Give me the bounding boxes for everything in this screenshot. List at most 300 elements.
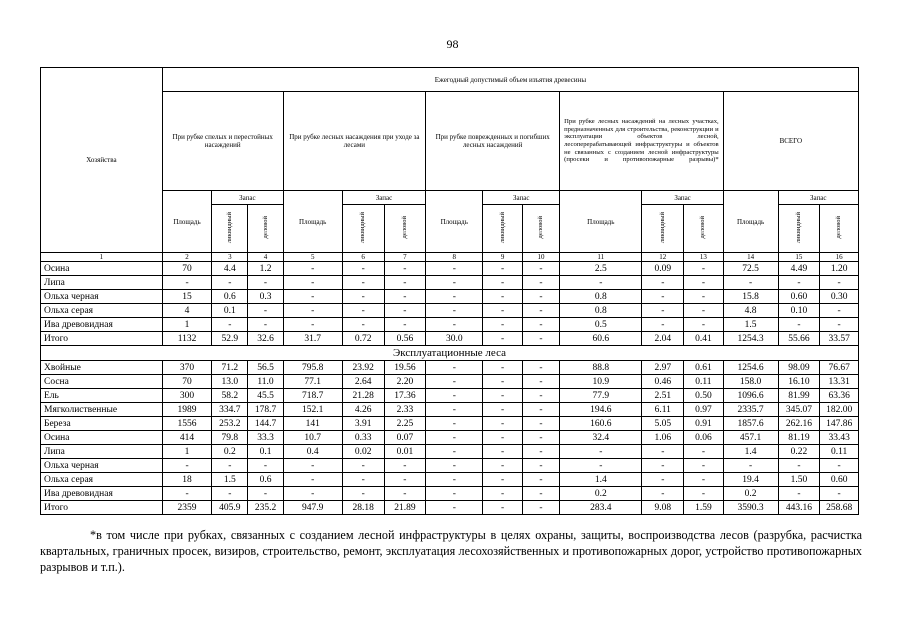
row-name-cell: Ольха серая (41, 304, 163, 318)
value-cell: 2.25 (384, 417, 426, 431)
column-number-cell: 10 (522, 253, 559, 262)
value-cell: 0.8 (560, 304, 642, 318)
value-cell: 2.20 (384, 375, 426, 389)
value-cell: - (522, 276, 559, 290)
header-group-infrastructure: При рубке лесных насаждений на лесных участках, предназначенных для строительства, реконструкции и эксплуатации объектов лесной, лесоперерабатывающей инфраструктуры и объектов не связанных с созданием лесной инфраструктуры (просеки и противопожарные разрывы)* (560, 92, 724, 191)
row-name-cell: Хвойные (41, 361, 163, 375)
value-cell: - (283, 262, 342, 276)
value-cell: - (426, 276, 483, 290)
value-cell: 70 (162, 375, 211, 389)
table-row (41, 459, 859, 473)
value-cell: 10.9 (560, 375, 642, 389)
row-name-cell: Осина (41, 262, 163, 276)
row-name-cell: Сосна (41, 375, 163, 389)
row-name-cell: Итого (41, 332, 163, 346)
value-cell: 0.2 (560, 487, 642, 501)
value-cell: - (483, 262, 523, 276)
value-cell: 18 (162, 473, 211, 487)
header-business: деловой (684, 205, 724, 253)
value-cell: 21.89 (384, 501, 426, 515)
row-name-cell: Береза (41, 417, 163, 431)
value-cell: 10.7 (283, 431, 342, 445)
value-cell: - (342, 304, 384, 318)
value-cell: 0.50 (684, 389, 724, 403)
table-body (41, 253, 859, 515)
value-cell: 81.99 (778, 389, 820, 403)
value-cell: 32.4 (560, 431, 642, 445)
column-number-cell: 4 (248, 253, 283, 262)
value-cell: 6.11 (642, 403, 684, 417)
value-cell: 283.4 (560, 501, 642, 515)
value-cell: 0.46 (642, 375, 684, 389)
table-row (41, 318, 859, 332)
value-cell: 1254.3 (723, 332, 778, 346)
value-cell: 405.9 (212, 501, 248, 515)
value-cell: 30.0 (426, 332, 483, 346)
value-cell: - (778, 459, 820, 473)
value-cell: - (684, 262, 724, 276)
value-cell: 253.2 (212, 417, 248, 431)
value-cell: 2.33 (384, 403, 426, 417)
value-cell: - (483, 290, 523, 304)
value-cell: 0.11 (684, 375, 724, 389)
value-cell: 60.6 (560, 332, 642, 346)
header-business: деловой (522, 205, 559, 253)
value-cell: 0.07 (384, 431, 426, 445)
column-number-cell: 14 (723, 253, 778, 262)
value-cell: 1.2 (248, 262, 283, 276)
header-area: Площадь (723, 191, 778, 253)
value-cell: - (483, 445, 523, 459)
value-cell: - (248, 304, 283, 318)
value-cell: - (522, 501, 559, 515)
table-row (41, 389, 859, 403)
value-cell: 31.7 (283, 332, 342, 346)
value-cell: 345.07 (778, 403, 820, 417)
value-cell: - (522, 318, 559, 332)
value-cell: - (426, 262, 483, 276)
value-cell: 178.7 (248, 403, 283, 417)
value-cell: - (384, 487, 426, 501)
value-cell: 0.5 (560, 318, 642, 332)
column-number-cell: 9 (483, 253, 523, 262)
value-cell: 0.3 (248, 290, 283, 304)
value-cell: 194.6 (560, 403, 642, 417)
value-cell: - (684, 473, 724, 487)
header-annual-volume: Ежегодный допустимый объем изъятия древесины (162, 68, 858, 92)
header-group-mature: При рубке спелых и перестойных насаждений (162, 92, 283, 191)
value-cell: - (642, 445, 684, 459)
value-cell: 45.5 (248, 389, 283, 403)
value-cell: 1.5 (212, 473, 248, 487)
value-cell: 1.59 (684, 501, 724, 515)
header-area: Площадь (283, 191, 342, 253)
table-row (41, 332, 859, 346)
value-cell: - (342, 276, 384, 290)
header-farm: Хозяйства (41, 68, 163, 253)
value-cell: 0.33 (342, 431, 384, 445)
footnote (40, 527, 862, 575)
column-number-row (41, 253, 859, 262)
value-cell: - (723, 276, 778, 290)
value-cell: - (642, 487, 684, 501)
value-cell: 52.9 (212, 332, 248, 346)
header-stock: Запас (342, 191, 425, 205)
value-cell: 81.19 (778, 431, 820, 445)
value-cell: 0.91 (684, 417, 724, 431)
table-row (41, 304, 859, 318)
value-cell: - (483, 276, 523, 290)
value-cell: 147.86 (820, 417, 859, 431)
value-cell: 32.6 (248, 332, 283, 346)
value-cell: - (212, 318, 248, 332)
value-cell: 1096.6 (723, 389, 778, 403)
column-number-cell: 2 (162, 253, 211, 262)
value-cell: 0.2 (212, 445, 248, 459)
header-area: Площадь (426, 191, 483, 253)
value-cell: 1.50 (778, 473, 820, 487)
value-cell: - (426, 403, 483, 417)
value-cell: 182.00 (820, 403, 859, 417)
value-cell: - (426, 459, 483, 473)
value-cell: - (522, 417, 559, 431)
value-cell: 1.20 (820, 262, 859, 276)
value-cell: - (483, 431, 523, 445)
value-cell: - (642, 318, 684, 332)
table-row (41, 361, 859, 375)
value-cell: - (283, 304, 342, 318)
column-number-cell: 7 (384, 253, 426, 262)
value-cell: - (778, 487, 820, 501)
value-cell: 0.72 (342, 332, 384, 346)
footnote-text: *в том числе при рубках, связанных с созданием лесной инфраструктуры в целях охраны, защиты, воспроизводства лесов (разрубка, расчистка квартальных, граничных просек, визиров, строительство, ремонт, эксплуатация лесохозяйственных и противопожарных дорог, устройство противопожарных разрывов и т.п.). (40, 528, 862, 574)
value-cell: 0.06 (684, 431, 724, 445)
value-cell: 76.67 (820, 361, 859, 375)
column-number-cell: 13 (684, 253, 724, 262)
value-cell: - (248, 459, 283, 473)
header-stock: Запас (642, 191, 723, 205)
page-number: 98 (446, 37, 459, 51)
value-cell: 72.5 (723, 262, 778, 276)
value-cell: - (426, 431, 483, 445)
value-cell: - (483, 487, 523, 501)
value-cell: 334.7 (212, 403, 248, 417)
row-name-cell: Итого (41, 501, 163, 515)
value-cell: - (522, 431, 559, 445)
value-cell: 0.60 (778, 290, 820, 304)
value-cell: 0.2 (723, 487, 778, 501)
value-cell: 1857.6 (723, 417, 778, 431)
value-cell: 0.01 (384, 445, 426, 459)
value-cell: 4.49 (778, 262, 820, 276)
value-cell: - (684, 445, 724, 459)
row-name-cell: Ольха черная (41, 290, 163, 304)
value-cell: - (684, 276, 724, 290)
value-cell: 3590.3 (723, 501, 778, 515)
value-cell: 144.7 (248, 417, 283, 431)
value-cell: - (426, 473, 483, 487)
value-cell: 300 (162, 389, 211, 403)
value-cell: 28.18 (342, 501, 384, 515)
value-cell: - (384, 262, 426, 276)
value-cell: 2.64 (342, 375, 384, 389)
value-cell: - (342, 290, 384, 304)
value-cell: 0.56 (384, 332, 426, 346)
value-cell: 718.7 (283, 389, 342, 403)
value-cell: 63.36 (820, 389, 859, 403)
value-cell: - (483, 361, 523, 375)
table-row (41, 375, 859, 389)
value-cell: 16.10 (778, 375, 820, 389)
value-cell: - (426, 304, 483, 318)
value-cell: - (522, 487, 559, 501)
value-cell: - (426, 318, 483, 332)
value-cell: - (560, 459, 642, 473)
value-cell: 56.5 (248, 361, 283, 375)
value-cell: 2.97 (642, 361, 684, 375)
value-cell: 0.41 (684, 332, 724, 346)
value-cell: 77.1 (283, 375, 342, 389)
value-cell: 0.4 (283, 445, 342, 459)
value-cell: - (426, 290, 483, 304)
value-cell: 0.09 (642, 262, 684, 276)
value-cell: - (522, 332, 559, 346)
value-cell: - (283, 290, 342, 304)
value-cell: - (384, 290, 426, 304)
value-cell: - (426, 487, 483, 501)
value-cell: - (820, 318, 859, 332)
value-cell: 2.51 (642, 389, 684, 403)
value-cell: - (560, 276, 642, 290)
value-cell: 258.68 (820, 501, 859, 515)
value-cell: - (522, 389, 559, 403)
value-cell: - (820, 304, 859, 318)
value-cell: - (522, 375, 559, 389)
table-row (41, 473, 859, 487)
value-cell: - (483, 389, 523, 403)
value-cell: - (283, 487, 342, 501)
value-cell: 0.1 (212, 304, 248, 318)
value-cell: - (162, 487, 211, 501)
value-cell: - (283, 318, 342, 332)
value-cell: 2.04 (642, 332, 684, 346)
value-cell: 55.66 (778, 332, 820, 346)
value-cell: 0.30 (820, 290, 859, 304)
table-row (41, 403, 859, 417)
value-cell: - (483, 304, 523, 318)
value-cell: 0.97 (684, 403, 724, 417)
value-cell: - (342, 459, 384, 473)
value-cell: - (522, 445, 559, 459)
row-name-cell: Липа (41, 445, 163, 459)
value-cell: 0.6 (248, 473, 283, 487)
value-cell: - (642, 473, 684, 487)
value-cell: - (426, 375, 483, 389)
table-row (41, 501, 859, 515)
header-liquid: ликвидный (642, 205, 684, 253)
value-cell: - (248, 276, 283, 290)
value-cell: - (642, 459, 684, 473)
value-cell: - (384, 304, 426, 318)
header-business: деловой (248, 205, 283, 253)
column-number-cell: 16 (820, 253, 859, 262)
value-cell: - (684, 487, 724, 501)
value-cell: 947.9 (283, 501, 342, 515)
value-cell: - (522, 262, 559, 276)
value-cell: - (212, 459, 248, 473)
table-row (41, 262, 859, 276)
value-cell: 141 (283, 417, 342, 431)
value-cell: - (522, 459, 559, 473)
value-cell: 21.28 (342, 389, 384, 403)
value-cell: - (426, 445, 483, 459)
row-name-cell: Ива древовидная (41, 318, 163, 332)
value-cell: 1 (162, 318, 211, 332)
value-cell: - (483, 417, 523, 431)
column-number-cell: 11 (560, 253, 642, 262)
value-cell: - (212, 276, 248, 290)
value-cell: - (283, 473, 342, 487)
value-cell: 15.8 (723, 290, 778, 304)
value-cell: - (723, 459, 778, 473)
value-cell: 414 (162, 431, 211, 445)
value-cell: - (560, 445, 642, 459)
value-cell: 160.6 (560, 417, 642, 431)
value-cell: - (483, 403, 523, 417)
value-cell: - (342, 473, 384, 487)
value-cell: 33.57 (820, 332, 859, 346)
value-cell: - (522, 361, 559, 375)
value-cell: - (778, 276, 820, 290)
table-row (41, 290, 859, 304)
column-number-cell: 12 (642, 253, 684, 262)
value-cell: - (212, 487, 248, 501)
column-number-cell: 1 (41, 253, 163, 262)
value-cell: 2359 (162, 501, 211, 515)
value-cell: 17.36 (384, 389, 426, 403)
value-cell: - (483, 501, 523, 515)
value-cell: 19.4 (723, 473, 778, 487)
value-cell: 443.16 (778, 501, 820, 515)
value-cell: 457.1 (723, 431, 778, 445)
value-cell: - (342, 318, 384, 332)
header-liquid: ликвидный (483, 205, 523, 253)
value-cell: - (384, 473, 426, 487)
value-cell: - (384, 318, 426, 332)
value-cell: 4 (162, 304, 211, 318)
value-cell: 88.8 (560, 361, 642, 375)
value-cell: 262.16 (778, 417, 820, 431)
value-cell: 1132 (162, 332, 211, 346)
value-cell: 71.2 (212, 361, 248, 375)
row-name-cell: Мягколиственные (41, 403, 163, 417)
value-cell: 235.2 (248, 501, 283, 515)
value-cell: - (426, 417, 483, 431)
value-cell: 1.06 (642, 431, 684, 445)
value-cell: 0.22 (778, 445, 820, 459)
value-cell: - (426, 501, 483, 515)
header-business: деловой (820, 205, 859, 253)
value-cell: 1 (162, 445, 211, 459)
row-name-cell: Ольха серая (41, 473, 163, 487)
value-cell: - (384, 276, 426, 290)
value-cell: 79.8 (212, 431, 248, 445)
header-liquid: ликвидный (342, 205, 384, 253)
value-cell: 77.9 (560, 389, 642, 403)
value-cell: - (248, 318, 283, 332)
value-cell: 2335.7 (723, 403, 778, 417)
table-row (41, 487, 859, 501)
value-cell: - (483, 459, 523, 473)
value-cell: 2.5 (560, 262, 642, 276)
value-cell: - (162, 459, 211, 473)
value-cell: - (684, 318, 724, 332)
row-name-cell: Осина (41, 431, 163, 445)
table-row (41, 417, 859, 431)
column-number-cell: 15 (778, 253, 820, 262)
column-number-cell: 6 (342, 253, 384, 262)
section-row (41, 346, 859, 361)
value-cell: - (283, 276, 342, 290)
value-cell: 5.05 (642, 417, 684, 431)
value-cell: 0.6 (212, 290, 248, 304)
value-cell: 3.91 (342, 417, 384, 431)
value-cell: 13.31 (820, 375, 859, 389)
header-area: Площадь (560, 191, 642, 253)
header-liquid: ликвидный (778, 205, 820, 253)
value-cell: - (162, 276, 211, 290)
value-cell: 33.3 (248, 431, 283, 445)
header-business: деловой (384, 205, 426, 253)
value-cell: - (778, 318, 820, 332)
value-cell: 158.0 (723, 375, 778, 389)
value-cell: - (684, 459, 724, 473)
value-cell: 1.5 (723, 318, 778, 332)
header-group-total: ВСЕГО (723, 92, 858, 191)
table-row (41, 276, 859, 290)
value-cell: - (426, 361, 483, 375)
value-cell: 1556 (162, 417, 211, 431)
value-cell: - (483, 318, 523, 332)
value-cell: 19.56 (384, 361, 426, 375)
header-area: Площадь (162, 191, 211, 253)
value-cell: 1254.6 (723, 361, 778, 375)
value-cell: 98.09 (778, 361, 820, 375)
header-group-damaged: При рубке поврежденных и погибших лесных насаждений (426, 92, 560, 191)
column-number-cell: 3 (212, 253, 248, 262)
header-stock: Запас (778, 191, 858, 205)
value-cell: 0.61 (684, 361, 724, 375)
value-cell: 0.1 (248, 445, 283, 459)
value-cell: - (820, 487, 859, 501)
value-cell: - (483, 332, 523, 346)
value-cell: - (283, 459, 342, 473)
value-cell: 0.02 (342, 445, 384, 459)
table-row (41, 431, 859, 445)
value-cell: 1.4 (723, 445, 778, 459)
row-name-cell: Ольха черная (41, 459, 163, 473)
column-number-cell: 5 (283, 253, 342, 262)
value-cell: - (483, 473, 523, 487)
header-group-care: При рубке лесных насаждения при уходе за лесами (283, 92, 426, 191)
header-stock: Запас (483, 191, 560, 205)
value-cell: 15 (162, 290, 211, 304)
value-cell: - (642, 276, 684, 290)
value-cell: 9.08 (642, 501, 684, 515)
row-name-cell: Липа (41, 276, 163, 290)
header-liquid: ликвидный (212, 205, 248, 253)
column-number-cell: 8 (426, 253, 483, 262)
